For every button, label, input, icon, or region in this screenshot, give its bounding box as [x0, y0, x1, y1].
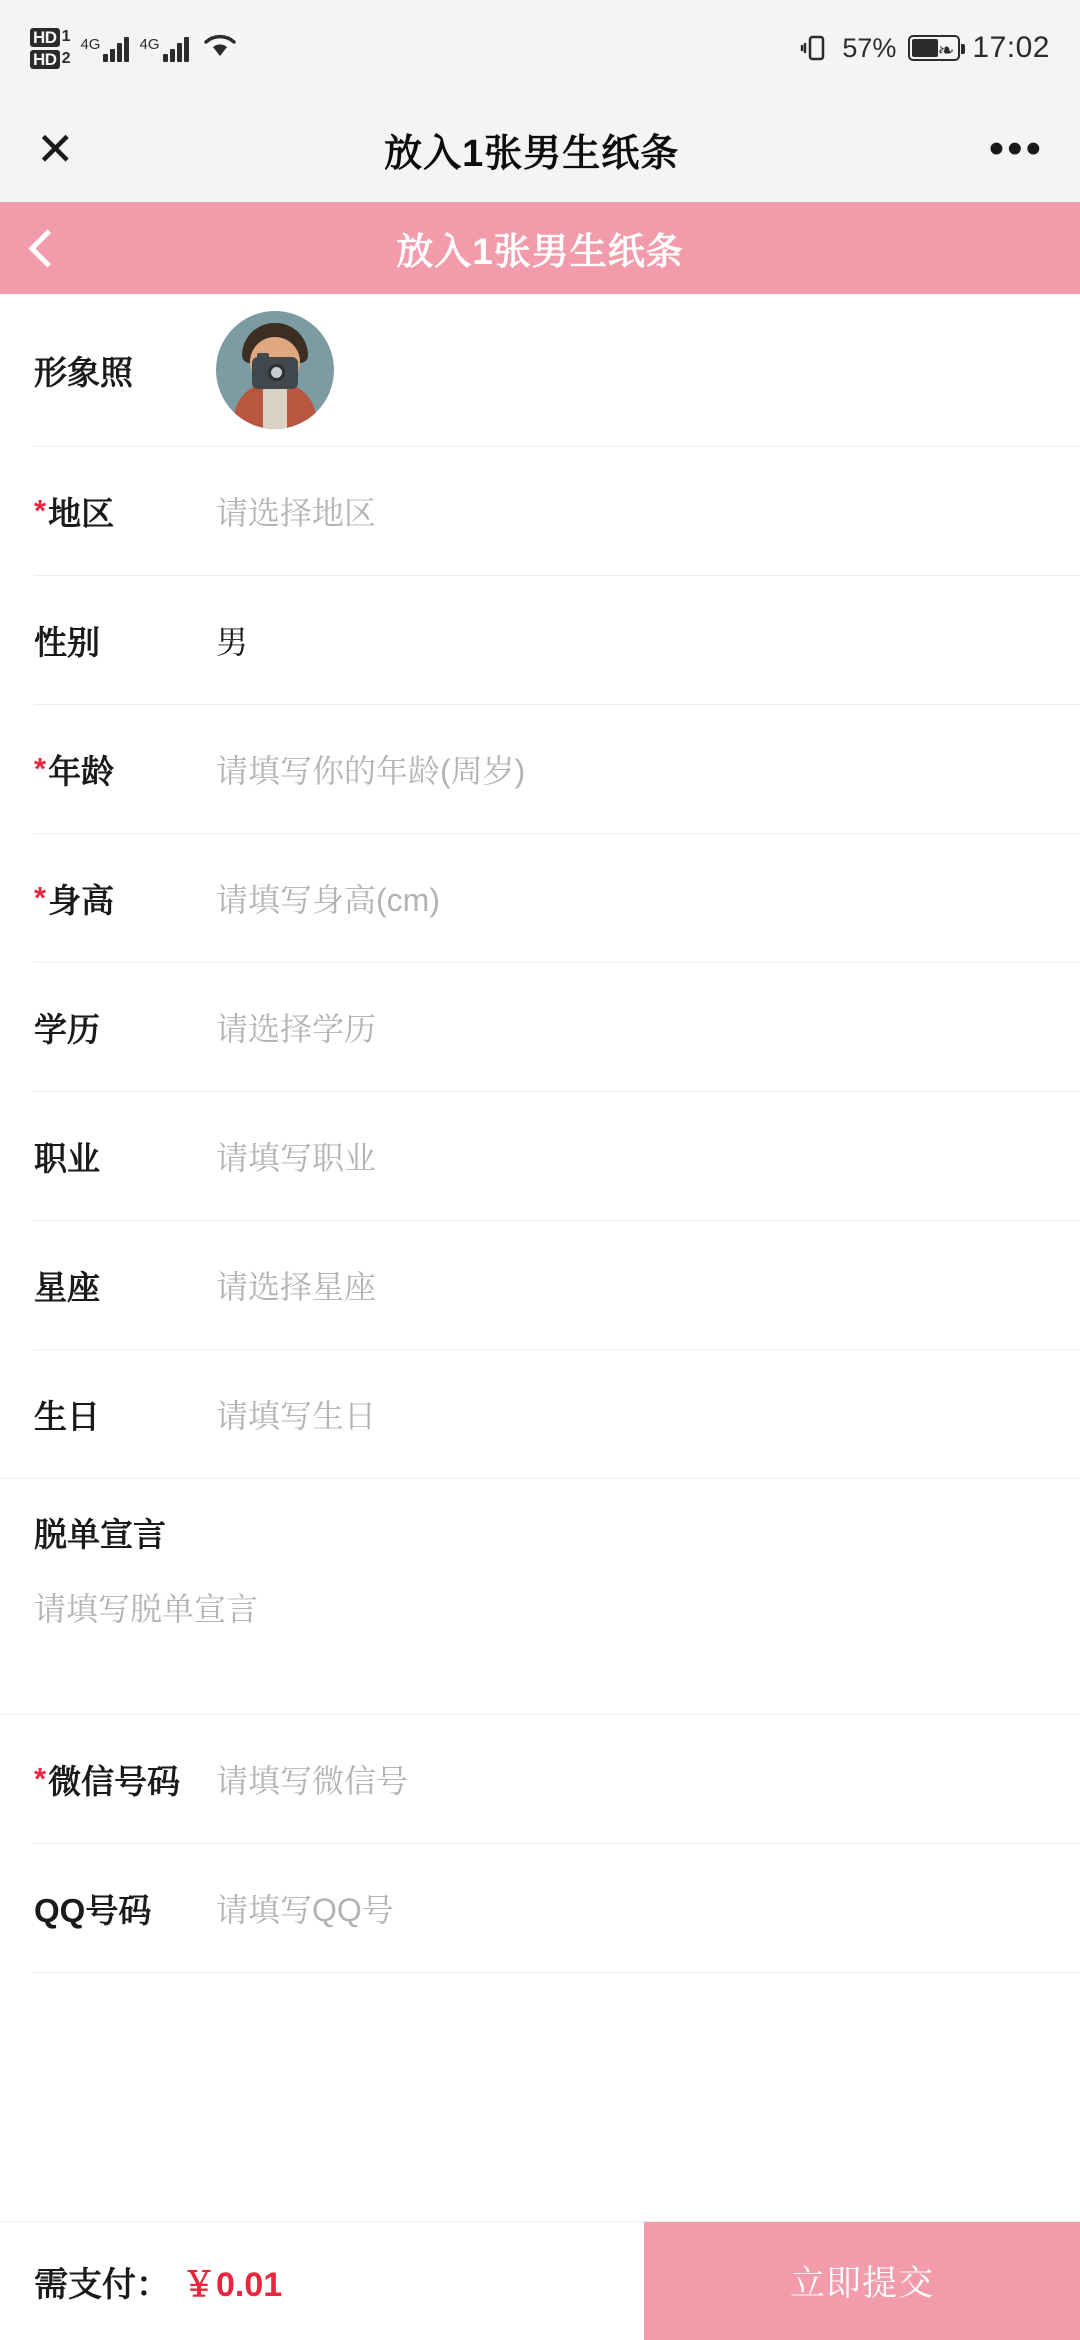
- hd-sim1-number: 1: [61, 28, 71, 45]
- hd-sim1: [30, 28, 70, 47]
- form-row-age[interactable]: [0, 705, 1080, 833]
- form-label-wechat: * 微信号码: [34, 1761, 181, 1800]
- battery-percent: 57%: [842, 32, 897, 63]
- hd-icon: HD: [30, 28, 60, 47]
- required-marker: *: [34, 1761, 47, 1796]
- battery-icon: [908, 35, 960, 61]
- required-marker: *: [34, 880, 47, 915]
- wifi-icon: [203, 32, 237, 65]
- form-input-age[interactable]: 请填写你的年龄(周岁): [216, 753, 526, 789]
- payment-summary: [0, 2222, 644, 2340]
- form-label-occupation: 职业: [34, 1139, 100, 1177]
- signal-sim1: [80, 34, 129, 62]
- form-row-region[interactable]: [0, 447, 1080, 575]
- form-label-education: 学历: [34, 1010, 100, 1048]
- form-row-occupation[interactable]: [0, 1092, 1080, 1220]
- form-label-zodiac: 星座: [34, 1268, 100, 1306]
- power-saving-leaf-icon: ❧: [937, 40, 955, 62]
- hd-sim2: [30, 50, 70, 69]
- status-bar: [0, 0, 1080, 96]
- signal-bars-icon: [103, 34, 129, 62]
- form-value-gender: 男: [216, 624, 249, 660]
- declaration-label: 脱单宣言: [34, 1516, 166, 1553]
- form-input-birthday[interactable]: 请填写生日: [216, 1398, 377, 1434]
- avatar[interactable]: [216, 311, 334, 429]
- network-type-sim2: 4G: [139, 36, 160, 53]
- declaration-block[interactable]: [0, 1479, 1080, 1714]
- form-label-age: * 年龄: [34, 751, 115, 790]
- signal-bars-icon: [163, 34, 189, 62]
- vibrate-icon: [800, 33, 830, 63]
- form-label-gender: 性别: [34, 623, 100, 661]
- submit-button[interactable]: 立即提交: [644, 2222, 1080, 2340]
- status-bar-clock: 17:02: [972, 31, 1050, 64]
- form-row-height[interactable]: [0, 834, 1080, 962]
- camera-icon: [252, 357, 298, 389]
- form-label-region: * 地区: [34, 493, 115, 532]
- payment-label: 需支付：: [34, 2265, 170, 2304]
- close-icon[interactable]: ✕: [36, 123, 75, 175]
- form-label-birthday: 生日: [34, 1397, 100, 1435]
- declaration-textarea[interactable]: 请填写脱单宣言: [34, 1591, 259, 1627]
- hd-icon: HD: [30, 50, 60, 69]
- form-row-education[interactable]: [0, 963, 1080, 1091]
- wechat-page-title: 放入1张男生纸条: [384, 132, 680, 175]
- form-input-qq[interactable]: 请填写QQ号: [216, 1892, 394, 1928]
- form-row-wechat[interactable]: [0, 1715, 1080, 1843]
- form-label-photo: 形象照: [34, 353, 133, 391]
- form-label-height: * 身高: [34, 880, 115, 919]
- network-type-sim1: 4G: [80, 36, 101, 53]
- required-marker: *: [34, 493, 47, 528]
- form-row-photo[interactable]: [0, 294, 1080, 446]
- hd-sim2-number: 2: [61, 50, 71, 67]
- form-row-qq[interactable]: [0, 1844, 1080, 1972]
- form-input-height[interactable]: 请填写身高(cm): [216, 882, 440, 918]
- form-value-region[interactable]: 请选择地区: [216, 495, 377, 531]
- form-input-occupation[interactable]: 请填写职业: [216, 1140, 377, 1176]
- status-bar-right: [800, 31, 1050, 65]
- app-header-title: 放入1张男生纸条: [396, 231, 684, 272]
- hd-indicators: [30, 28, 70, 69]
- signal-sim2: [139, 34, 188, 62]
- form-row-zodiac[interactable]: [0, 1221, 1080, 1349]
- profile-form: [0, 294, 1080, 1973]
- app-header: [0, 202, 1080, 294]
- form-row-gender[interactable]: [0, 576, 1080, 704]
- form-label-qq: QQ号码: [34, 1891, 152, 1929]
- divider: [34, 1972, 1080, 1973]
- form-input-wechat[interactable]: 请填写微信号: [216, 1763, 409, 1799]
- more-dots-icon[interactable]: •••: [988, 124, 1044, 174]
- required-marker: *: [34, 751, 47, 786]
- form-row-birthday[interactable]: [0, 1350, 1080, 1478]
- payment-amount: ￥0.01: [182, 2265, 283, 2304]
- form-value-zodiac[interactable]: 请选择星座: [216, 1269, 377, 1305]
- form-value-education[interactable]: 请选择学历: [216, 1011, 377, 1047]
- bottom-action-bar: [0, 2221, 1080, 2340]
- status-bar-left: [30, 28, 237, 69]
- wechat-nav-bar: [0, 96, 1080, 202]
